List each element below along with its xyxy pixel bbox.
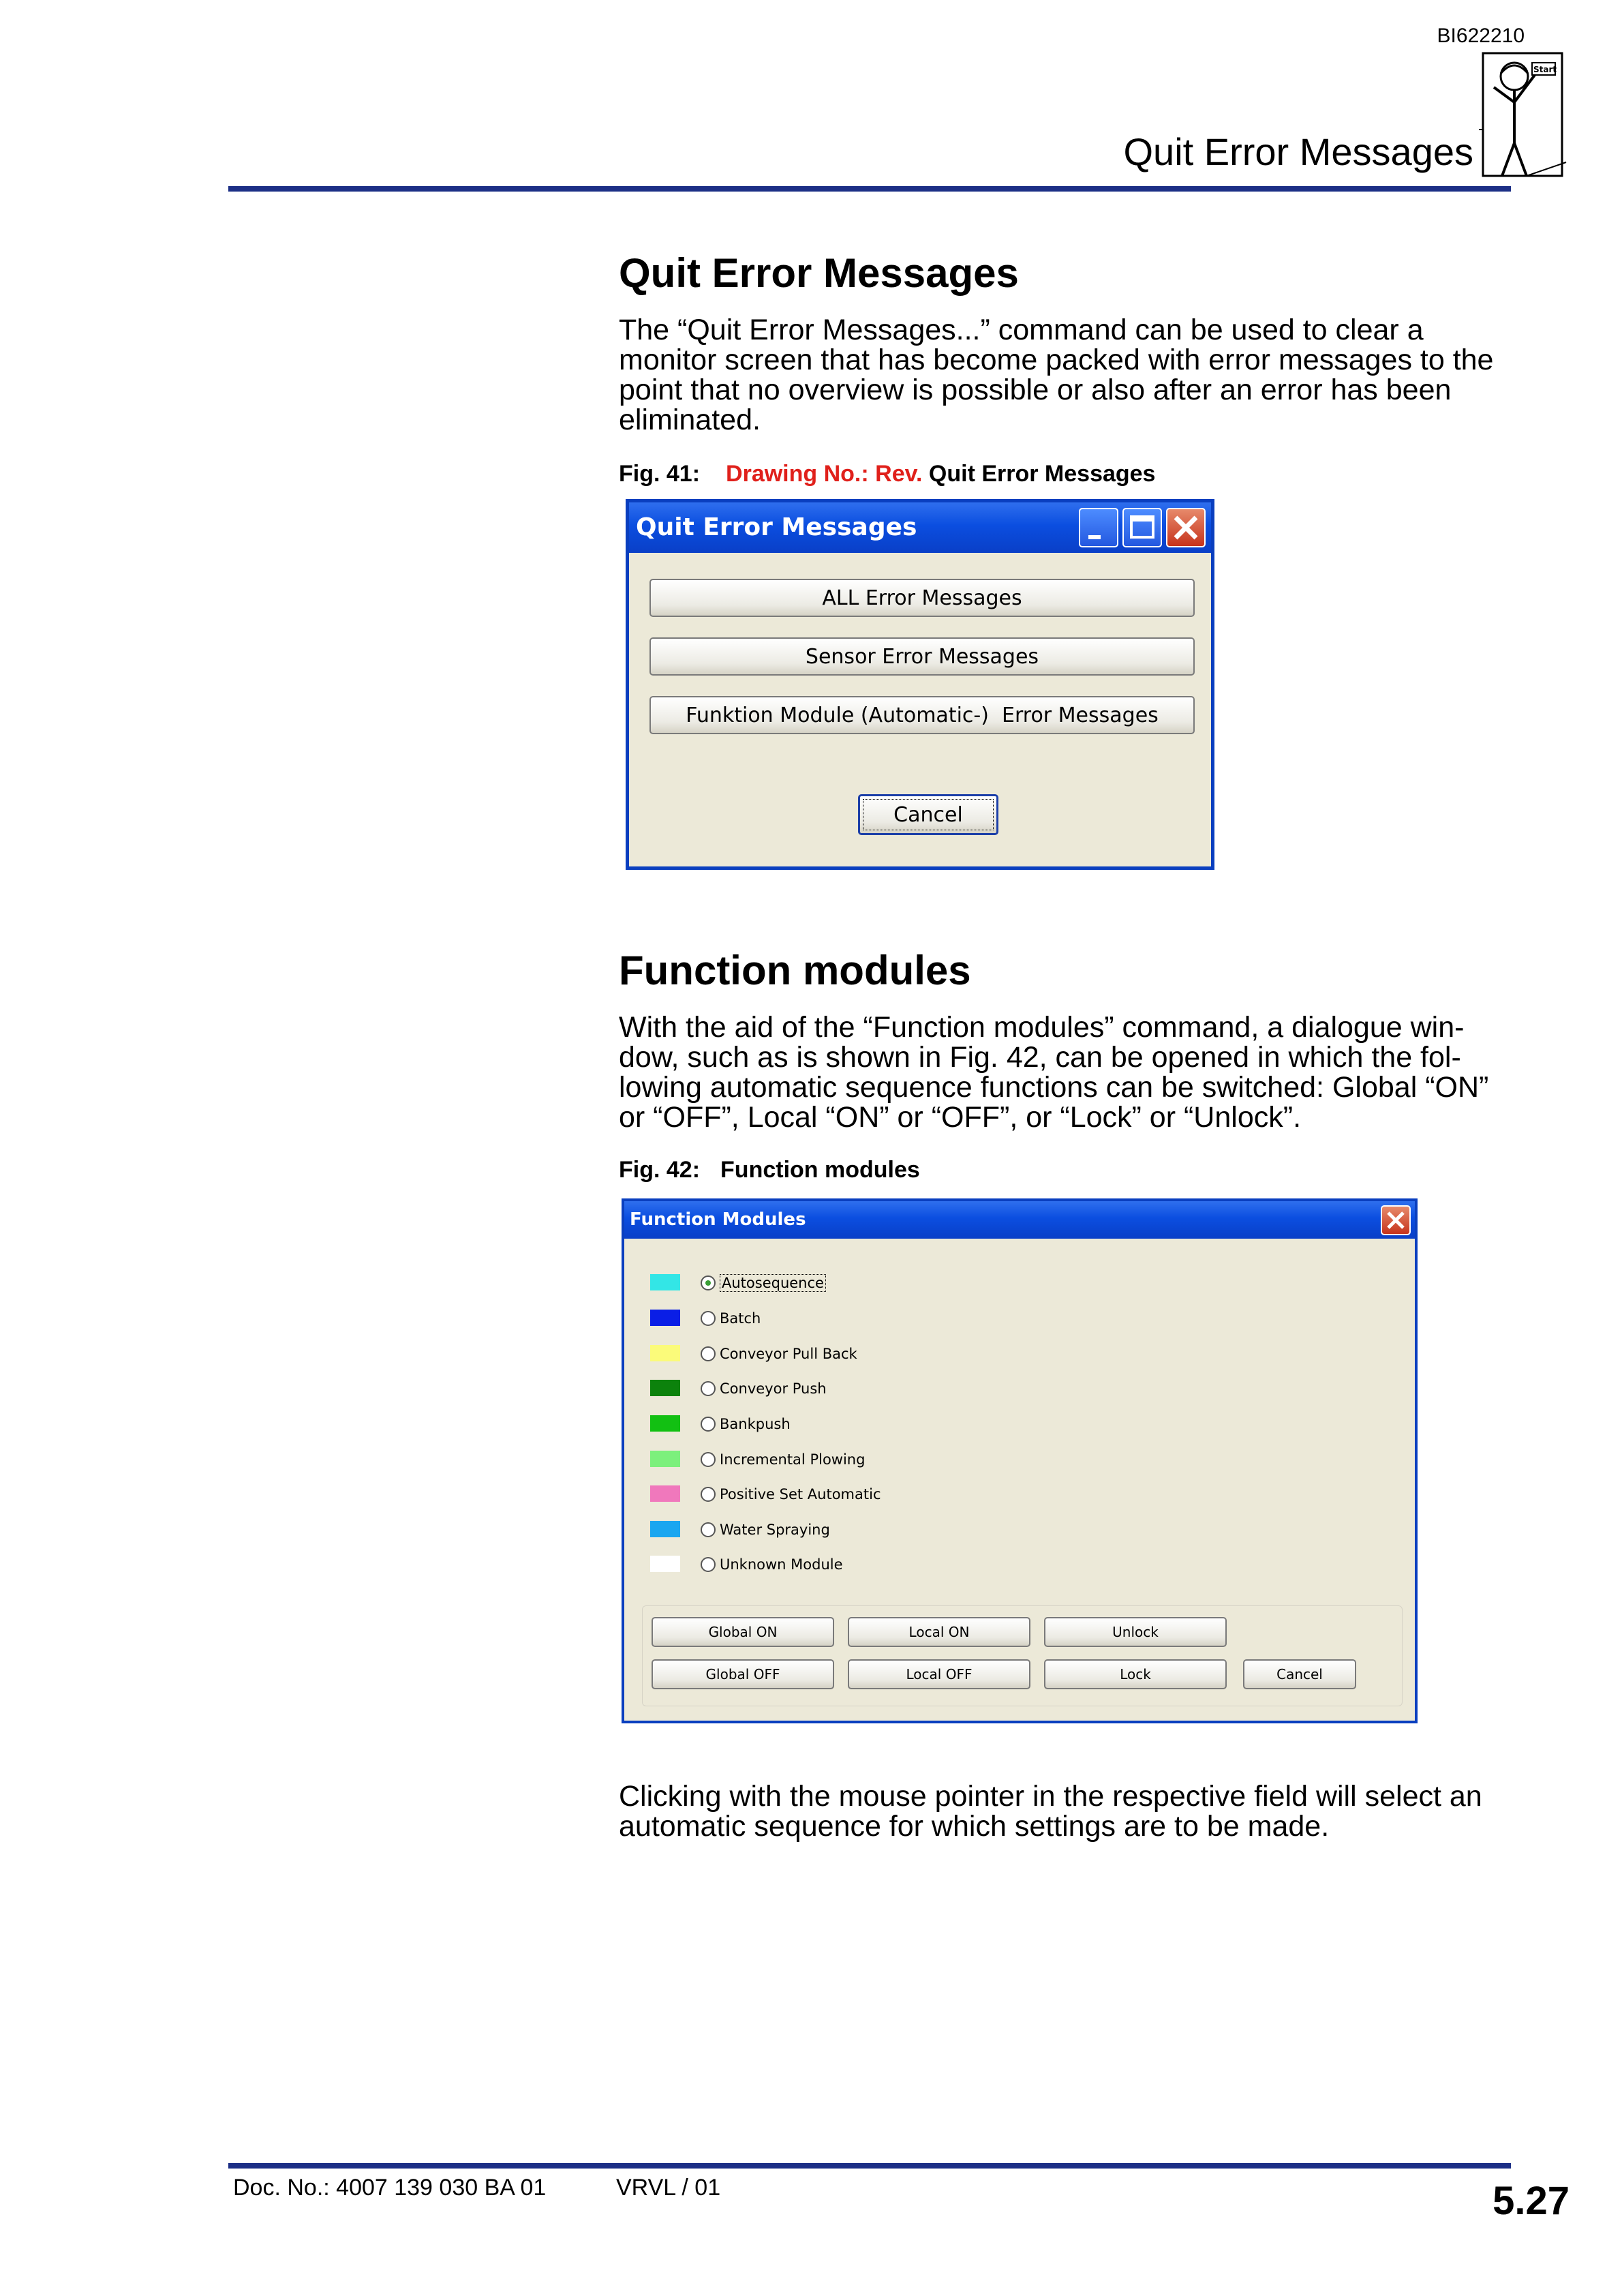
radio-button-selected[interactable]: [701, 1275, 716, 1290]
radio-button[interactable]: [701, 1346, 716, 1361]
paragraph-line: dow, such as is shown in Fig. 42, can be opened in which the fol-: [619, 1041, 1461, 1074]
footer-doc-number: Doc. No.: 4007 139 030 BA 01: [233, 2175, 547, 2201]
module-label: Conveyor Pull Back: [720, 1346, 857, 1362]
figure-caption: Quit Error Messages: [928, 461, 1156, 487]
global-on-button[interactable]: Global ON: [652, 1617, 834, 1647]
unlock-button[interactable]: Unlock: [1044, 1617, 1227, 1647]
footer-version: VRVL / 01: [616, 2175, 721, 2201]
module-radio-unknown-module[interactable]: [701, 1552, 843, 1577]
module-color-swatch: [650, 1485, 680, 1502]
dialog-title-bar: [624, 1201, 1415, 1239]
radio-button[interactable]: [701, 1522, 716, 1537]
page-number: 5.27: [1493, 2179, 1570, 2223]
radio-button[interactable]: [701, 1417, 716, 1432]
sensor-error-messages-button[interactable]: Sensor Error Messages: [649, 637, 1195, 676]
radio-button[interactable]: [701, 1487, 716, 1502]
minimize-button[interactable]: [1079, 508, 1118, 547]
module-color-swatch: [650, 1274, 680, 1290]
close-button[interactable]: [1381, 1205, 1411, 1235]
close-icon: [1382, 1207, 1409, 1234]
maximize-icon: [1124, 509, 1161, 546]
local-off-button[interactable]: Local OFF: [848, 1659, 1030, 1689]
header-rule: [228, 186, 1511, 192]
revision-label: Rev.: [875, 461, 923, 487]
module-label: Conveyor Push: [720, 1380, 827, 1397]
section-heading-function-modules: Function modules: [619, 948, 971, 993]
module-radio-bankpush[interactable]: [701, 1412, 791, 1436]
radio-button[interactable]: [701, 1452, 716, 1467]
module-label: Batch: [720, 1310, 761, 1327]
paragraph-line: The “Quit Error Messages...” command can be used to clear a: [619, 314, 1424, 346]
quit-error-paragraph: [619, 315, 1512, 435]
quit-error-messages-dialog: [626, 499, 1214, 870]
module-label: Bankpush: [720, 1416, 791, 1432]
paragraph-line: Clicking with the mouse pointer in the respective field will select an: [619, 1780, 1482, 1813]
module-radio-positive-set-automatic[interactable]: [701, 1482, 881, 1507]
module-color-swatch: [650, 1345, 680, 1361]
paragraph-line: point that no overview is possible or also after an error has been: [619, 374, 1452, 406]
mascot-start-label: Start: [1533, 65, 1557, 74]
close-button[interactable]: [1166, 508, 1206, 547]
figure-42-caption: [619, 1157, 920, 1183]
figure-number: Fig. 41:: [619, 461, 701, 487]
radio-button[interactable]: [701, 1311, 716, 1326]
radio-button[interactable]: [701, 1381, 716, 1396]
drawing-number-label: Drawing No.:: [726, 461, 869, 487]
paragraph-line: eliminated.: [619, 404, 761, 436]
radio-button[interactable]: [701, 1557, 716, 1572]
module-color-swatch: [650, 1451, 680, 1467]
document-code: BI622210: [1437, 25, 1525, 47]
function-module-error-messages-button[interactable]: Funktion Module (Automatic-) Error Messages: [649, 696, 1195, 734]
minimize-icon: [1080, 509, 1117, 546]
all-error-messages-button[interactable]: ALL Error Messages: [649, 579, 1195, 617]
module-radio-autosequence[interactable]: [701, 1271, 826, 1295]
dialog-title: Function Modules: [630, 1209, 806, 1230]
paragraph-line: monitor screen that has become packed with error messages to the: [619, 344, 1494, 376]
dialog-title-bar: [629, 502, 1211, 553]
maximize-button[interactable]: [1122, 508, 1162, 547]
paragraph-line: automatic sequence for which settings are to be made.: [619, 1810, 1330, 1843]
cancel-button[interactable]: Cancel: [858, 794, 998, 835]
module-radio-batch[interactable]: [701, 1306, 761, 1331]
dialog-title: Quit Error Messages: [636, 513, 917, 541]
paragraph-line: With the aid of the “Function modules” command, a dialogue win-: [619, 1011, 1465, 1044]
close-icon: [1167, 509, 1204, 546]
module-color-swatch: [650, 1380, 680, 1396]
module-label: Water Spraying: [720, 1522, 830, 1538]
module-radio-incremental-plowing[interactable]: [701, 1447, 865, 1472]
figure-41-caption: [619, 461, 1155, 487]
function-modules-dialog: [622, 1198, 1418, 1723]
module-label: Incremental Plowing: [720, 1451, 866, 1468]
closing-paragraph: [619, 1781, 1512, 1841]
module-label: Positive Set Automatic: [720, 1486, 881, 1502]
paragraph-line: or “OFF”, Local “ON” or “OFF”, or “Lock” or “Unlock”.: [619, 1101, 1302, 1134]
cancel-button[interactable]: Cancel: [1243, 1659, 1356, 1689]
figure-number: Fig. 42:: [619, 1157, 701, 1183]
module-color-swatch: [650, 1556, 680, 1572]
module-label: Unknown Module: [720, 1556, 843, 1573]
header-title: Quit Error Messages: [1123, 130, 1473, 173]
module-radio-conveyor-push[interactable]: [701, 1376, 827, 1401]
global-off-button[interactable]: Global OFF: [652, 1659, 834, 1689]
function-modules-paragraph: [619, 1012, 1512, 1132]
lock-button[interactable]: Lock: [1044, 1659, 1227, 1689]
module-label: Autosequence: [720, 1274, 826, 1292]
footer-rule: [228, 2163, 1511, 2169]
module-radio-water-spraying[interactable]: [701, 1517, 830, 1542]
mascot-figure-icon: [1479, 48, 1567, 184]
module-color-swatch: [650, 1310, 680, 1326]
module-color-swatch: [650, 1415, 680, 1432]
module-color-swatch: [650, 1521, 680, 1537]
figure-caption: Function modules: [720, 1157, 920, 1183]
module-radio-conveyor-pull-back[interactable]: [701, 1342, 857, 1366]
section-heading-quit-error-messages: Quit Error Messages: [619, 250, 1019, 296]
local-on-button[interactable]: Local ON: [848, 1617, 1030, 1647]
paragraph-line: lowing automatic sequence functions can be switched: Global “ON”: [619, 1071, 1489, 1104]
